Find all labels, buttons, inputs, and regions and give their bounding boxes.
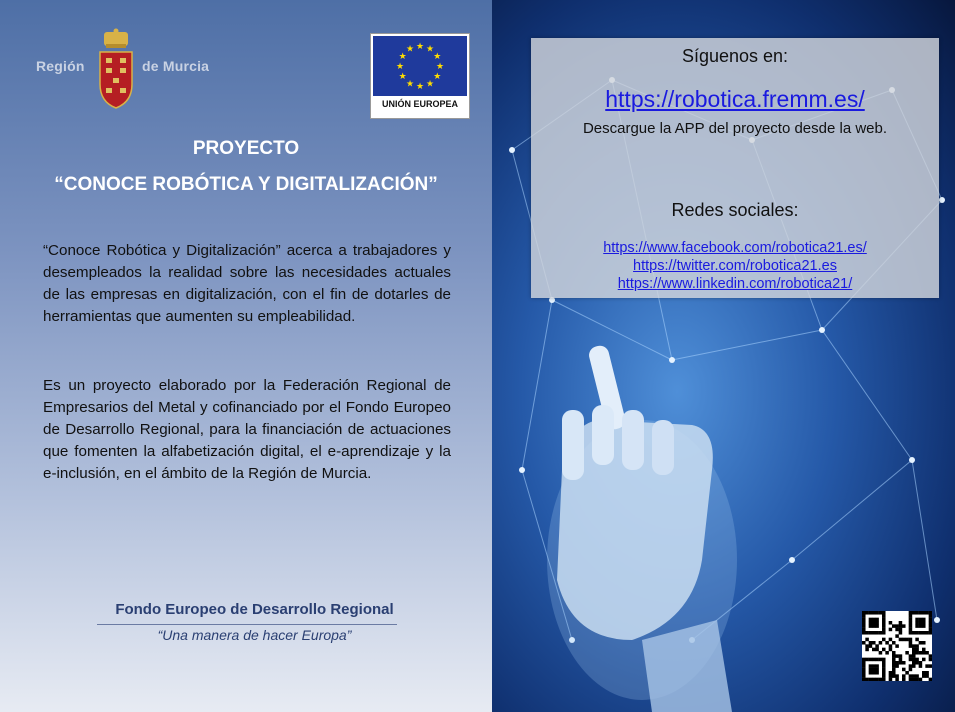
twitter-link[interactable]: https://twitter.com/robotica21.es (633, 258, 837, 274)
eu-star-icon: ★ (435, 61, 445, 71)
eu-star-icon: ★ (433, 51, 442, 61)
qr-code-icon[interactable] (862, 611, 932, 681)
project-title: “CONOCE ROBÓTICA Y DIGITALIZACIÓN” (54, 174, 438, 195)
info-box (531, 38, 939, 298)
eu-label: UNIÓN EUROPEA (381, 99, 458, 109)
description-paragraph-1: “Conoce Robótica y Digitalización” acerca a trabajadores y desempleados la realidad sobre las necesidades actuales de las empresas en digitalización, con el fin de dotarles de herramientas que aumenten su empleabilidad. (43, 242, 451, 325)
social-label: Redes sociales: (671, 200, 799, 220)
facebook-link[interactable]: https://www.facebook.com/robotica21.es/ (603, 240, 867, 256)
murcia-crest-icon (96, 28, 136, 110)
app-download-note: Descargue la APP del proyecto desde la web. (582, 120, 888, 137)
eu-star-icon: ★ (433, 71, 442, 81)
eu-star-icon: ★ (395, 61, 405, 71)
eu-star-icon: ★ (398, 51, 407, 61)
website-link[interactable]: https://robotica.fremm.es/ (605, 86, 865, 112)
follow-label: Síguenos en: (681, 46, 789, 66)
fund-name: Fondo Europeo de Desarrollo Regional (115, 601, 394, 618)
description-paragraph-2: Es un proyecto elaborado por la Federación Regional de Empresarios del Metal y cofinanciado por el Fondo Europeo de Desarrollo Regional, para la financiación de actuaciones que fomenten la alfabetización digital, el e-aprendizaje y la e-inclusión, en el ámbito de la Región de Murcia. (43, 377, 451, 482)
eu-star-icon: ★ (398, 71, 407, 81)
linkedin-link[interactable]: https://www.linkedin.com/robotica21/ (617, 276, 853, 292)
eu-star-icon: ★ (405, 78, 415, 89)
eu-flag-icon (373, 36, 467, 96)
eu-star-icon: ★ (425, 43, 435, 54)
eu-star-icon: ★ (425, 78, 435, 89)
region-logo-text-right: de Murcia (142, 58, 210, 74)
robot-hand-image (547, 344, 737, 712)
region-murcia-logo (34, 28, 224, 110)
eu-logo (370, 33, 470, 119)
eu-star-icon: ★ (415, 41, 425, 51)
region-logo-text-left: Región (36, 58, 85, 74)
fund-divider (97, 624, 397, 625)
project-label: PROYECTO (192, 138, 300, 159)
eu-star-icon: ★ (415, 81, 425, 91)
fund-motto: “Una manera de hacer Europa” (157, 627, 352, 643)
eu-star-icon: ★ (405, 43, 415, 54)
